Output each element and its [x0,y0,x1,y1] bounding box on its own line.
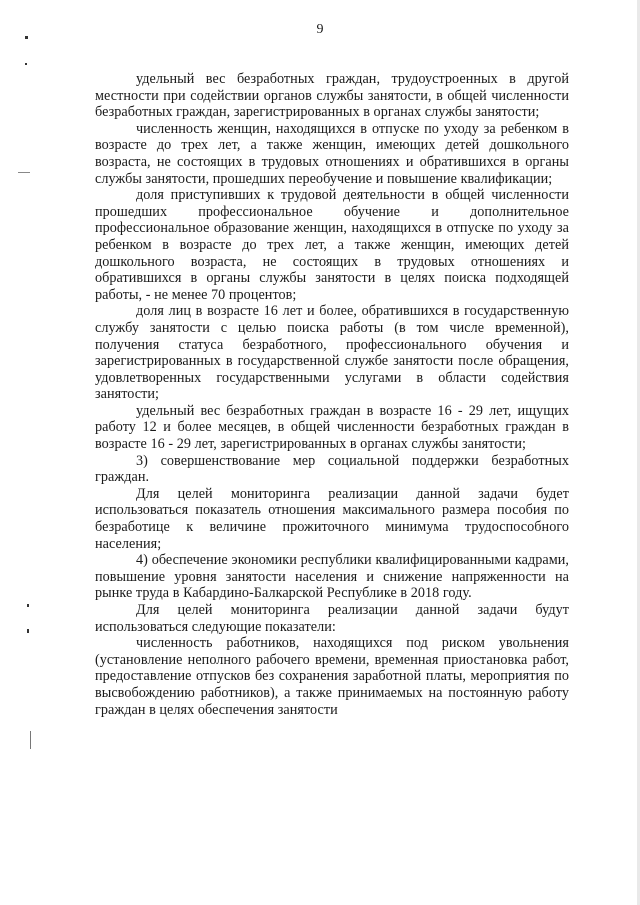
paragraph-workers-at-risk: численность работников, находящихся под риском увольнения (установление неполного рабочего времени, временная приостановка работ, предоставление отпусков без сохранения заработной платы, мероприятия по высвобождению работников), а также принимаемых на постоянную работу граждан в целях обеспечения занятости [95,635,569,718]
paragraph-task-3-indicator: Для целей мониторинга реализации данной задачи будет использоваться показатель отношения максимального размера пособия по безработице к величине прожиточного минимума трудоспособного населения; [95,485,569,552]
document-body [95,71,569,718]
paragraph-task-4: 4) обеспечение экономики республики квалифицированными кадрами, повышение уровня занятости населения и снижение напряженности на рынке труда в Кабардино-Балкарской Республике в 2018 году. [95,552,569,602]
scan-mark [25,36,28,39]
scan-mark [27,604,29,607]
page-number: 9 [316,22,324,37]
scan-mark [27,629,29,633]
paragraph-task-4-indicators-intro: Для целей мониторинга реализации данной задачи будут использоваться следующие показатели: [95,602,569,635]
paragraph-women-employed-share: доля приступивших к трудовой деятельности в общей численности прошедших профессиональное обучение и дополнительное профессиональное образование женщин, находящихся в отпуске по уходу за ребенком в возрасте до трех лет, а также женщин, имеющих детей дошкольного возраста, не состоящих в трудовых отношениях и обратившихся в органы службы занятости в целях поиска подходящей работы, - не менее 70 процентов; [95,187,569,303]
paragraph-unemployed-relocated-share: удельный вес безработных граждан, трудоустроенных в другой местности при содействии органов службы занятости, в общей численности безработных граждан, зарегистрированных в органах службы занятости; [95,71,569,121]
scan-mark [18,172,30,173]
scan-mark [30,731,31,749]
paragraph-satisfied-applicants-share: доля лиц в возрасте 16 лет и более, обратившихся в государственную службу занятости с целью поиска работы (в том числе временной), получения статуса безработного, профессионального обучения и зарегистрированных в государственной службе занятости после обращения, удовлетворенных государственными услугами в области содействия занятости; [95,303,569,403]
paragraph-women-retraining-count: численность женщин, находящихся в отпуске по уходу за ребенком в возрасте до трех лет, а также женщин, имеющих детей дошкольного возраста, не состоящих в трудовых отношениях и обратившихся в органы службы занятости, прошедших переобучение и повышение квалификации; [95,120,569,187]
scan-mark [25,63,27,65]
paragraph-youth-unemployed-share: удельный вес безработных граждан в возрасте 16 - 29 лет, ищущих работу 12 и более месяцев, в общей численности безработных граждан в возрасте 16 - 29 лет, зарегистрированных в органах службы занятости; [95,402,569,453]
paragraph-task-3: 3) совершенствование мер социальной поддержки безработных граждан. [95,452,569,486]
